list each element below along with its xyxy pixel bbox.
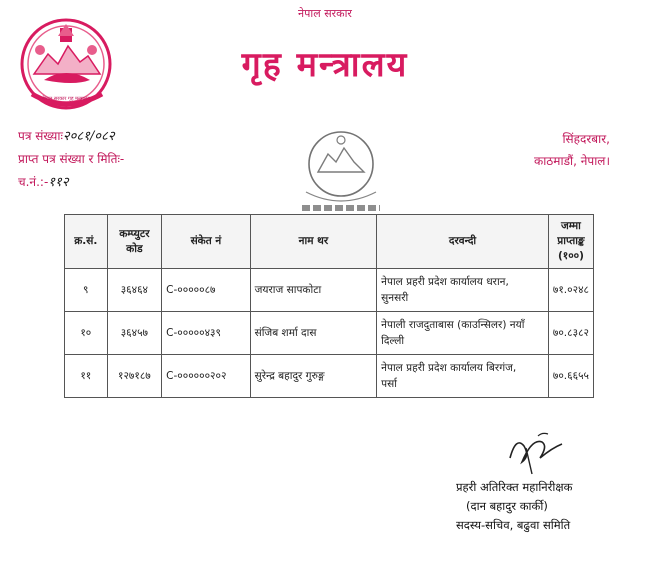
- position-line-1: नेपाली राजदुताबास (काउन्सिलर) नयाँ: [381, 319, 525, 331]
- signatory-role: सदस्य-सचिव, बढुवा समिति: [456, 518, 571, 532]
- ministry-title: गृह मन्त्रालय: [241, 45, 409, 85]
- cell-position: [377, 269, 549, 312]
- header-serial: क्र.सं.: [65, 215, 108, 269]
- signatory-name: (दान बहादुर कार्की): [466, 499, 548, 513]
- table-row: [65, 312, 594, 355]
- cell-serial: ९: [65, 269, 108, 312]
- table-header-row: [65, 215, 594, 269]
- table-row: [65, 355, 594, 398]
- cell-score: ७०.६६५५: [548, 355, 593, 398]
- cell-position: [377, 355, 549, 398]
- reference-label: पत्र संख्याः: [18, 129, 63, 143]
- dispatch-number-line: [18, 171, 124, 194]
- header-applied-position: दरवन्दी: [377, 215, 549, 269]
- header-symbol-number: संकेत नं: [162, 215, 250, 269]
- cell-serial: १०: [65, 312, 108, 355]
- header-score-label: जम्मा प्राप्ताङ्क: [557, 220, 585, 247]
- cell-code: ३६४५७: [107, 312, 162, 355]
- cell-serial: ११: [65, 355, 108, 398]
- table-row: [65, 269, 594, 312]
- promotion-results-table: [64, 214, 594, 398]
- cell-score: ७१.०२४८: [548, 269, 593, 312]
- address-line-2: काठमाडौं, नेपाल।: [533, 154, 610, 168]
- cell-symbol: C-००००००२०२: [162, 355, 250, 398]
- position-line-1: नेपाल प्रहरी प्रदेश कार्यालय बिरगंज,: [381, 362, 517, 374]
- position-line-2: पर्सा: [381, 378, 397, 390]
- government-name: नेपाल सरकार: [298, 7, 352, 20]
- dispatch-label: च.नं.:-: [18, 175, 49, 189]
- cell-name: जयराज सापकोटा: [250, 269, 377, 312]
- cell-name: संजिब शर्मा दास: [250, 312, 377, 355]
- cell-position: [377, 312, 549, 355]
- dispatch-value: ११२: [48, 175, 69, 190]
- cell-score: ७०.८३८२: [548, 312, 593, 355]
- cell-code: ३६४६४: [107, 269, 162, 312]
- letter-info: [18, 125, 124, 194]
- reference-number-line: [18, 125, 124, 148]
- office-address: [534, 128, 610, 172]
- position-line-2: सुनसरी: [381, 292, 409, 304]
- received-letter-line: प्राप्त पत्र संख्या र मितिः-: [18, 152, 125, 166]
- header-computer-code: कम्प्युटर कोड: [107, 215, 162, 269]
- emblem-seal-text: नेपाल सरकार गृह मन्त्रालय: [41, 96, 91, 102]
- cell-code: १२७१८७: [107, 355, 162, 398]
- position-line-1: नेपाल प्रहरी प्रदेश कार्यालय धरान,: [381, 276, 509, 288]
- cell-name: सुरेन्द्र बहादुर गुरुङ्ग: [250, 355, 377, 398]
- cell-symbol: C-०००००८७: [162, 269, 250, 312]
- cell-symbol: C-०००००४३९: [162, 312, 250, 355]
- address-line-1: सिंहदरबार,: [562, 132, 610, 146]
- office-stamp-icon: [286, 118, 396, 228]
- signatory-title: प्रहरी अतिरिक्त महानिरीक्षक: [456, 480, 573, 494]
- header-total-score: [548, 215, 593, 269]
- reference-value: २०८१/०८२: [62, 129, 115, 144]
- header-name: नाम थर: [250, 215, 377, 269]
- handwritten-signature-icon: [502, 428, 572, 478]
- signatory-block: [456, 478, 572, 535]
- header-score-total: (१००): [557, 250, 584, 262]
- position-line-2: दिल्ली: [381, 335, 405, 347]
